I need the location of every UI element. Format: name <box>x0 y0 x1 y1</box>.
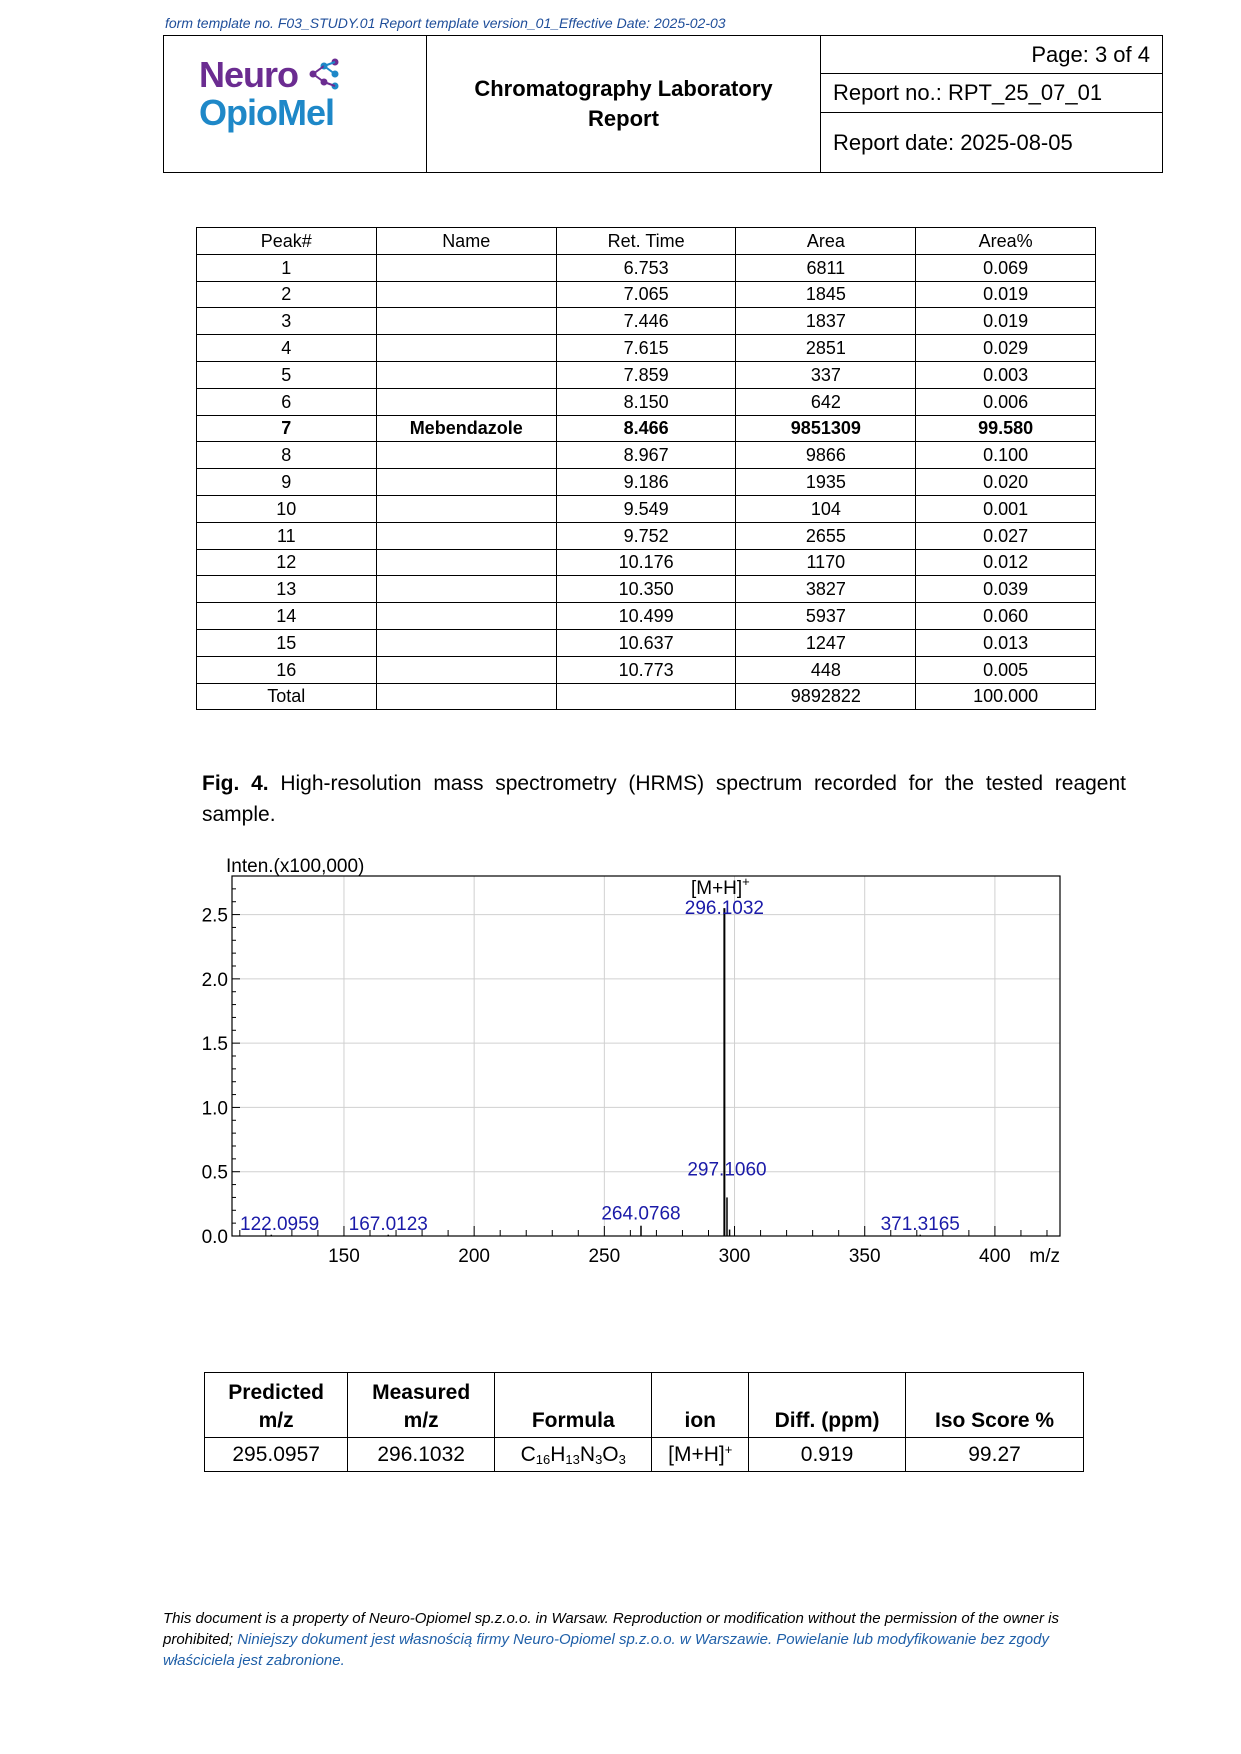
table-cell: 0.020 <box>916 469 1096 496</box>
hrms-header-cell <box>348 1373 495 1438</box>
table-row <box>197 281 1096 308</box>
report-title <box>427 36 821 172</box>
table-cell: 9.186 <box>556 469 736 496</box>
table-cell: 0.003 <box>916 361 1096 388</box>
table-cell: 9.549 <box>556 495 736 522</box>
report-title-line1: Chromatography Laboratory <box>474 76 773 101</box>
predicted-mz-value: 295.0957 <box>205 1438 348 1472</box>
table-cell: Total <box>197 683 377 710</box>
table-cell: 10.499 <box>556 603 736 630</box>
table-cell: 1 <box>197 254 377 281</box>
diff-ppm-value: 0.919 <box>749 1438 906 1472</box>
table-cell <box>376 388 556 415</box>
peak-label: 264.0768 <box>601 1203 681 1225</box>
table-cell <box>376 361 556 388</box>
table-cell <box>376 683 556 710</box>
table-cell: 0.100 <box>916 442 1096 469</box>
table-cell: 6811 <box>736 254 916 281</box>
table-cell: 0.019 <box>916 308 1096 335</box>
ion-text: [M+H] <box>668 1443 725 1466</box>
table-row <box>197 308 1096 335</box>
hrms-spectrum-chart <box>180 850 1080 1310</box>
y-axis-label: Inten.(x100,000) <box>226 856 365 877</box>
table-cell: 6 <box>197 388 377 415</box>
table-cell <box>376 495 556 522</box>
y-tick-label: 2.0 <box>201 969 228 991</box>
ion-annotation-text: [M+H] <box>690 878 743 900</box>
table-cell: 11 <box>197 522 377 549</box>
formula-subscript: 3 <box>618 1451 626 1467</box>
plot-frame <box>232 876 1060 1236</box>
table-cell: 7.615 <box>556 335 736 362</box>
iso-score-value: 99.27 <box>906 1438 1084 1472</box>
table-cell: 4 <box>197 335 377 362</box>
y-tick-label: 0.5 <box>201 1162 228 1184</box>
footer-disclaimer <box>163 1608 1093 1671</box>
report-number: Report no.: RPT_25_07_01 <box>821 74 1162 113</box>
peak-table-header-cell: Ret. Time <box>556 228 736 255</box>
table-row <box>197 629 1096 656</box>
table-cell <box>376 281 556 308</box>
peak-label: 297.1060 <box>687 1159 767 1181</box>
x-tick-label: 150 <box>328 1246 360 1267</box>
table-cell: 1837 <box>736 308 916 335</box>
table-cell: 337 <box>736 361 916 388</box>
table-cell: 13 <box>197 576 377 603</box>
table-cell: 8.967 <box>556 442 736 469</box>
table-cell: 0.013 <box>916 629 1096 656</box>
formula-element: N <box>579 1442 596 1466</box>
formula-subscript: 13 <box>565 1451 580 1467</box>
peak-label: 371.3165 <box>880 1214 960 1235</box>
table-cell <box>376 254 556 281</box>
table-row <box>197 549 1096 576</box>
table-cell <box>376 335 556 362</box>
logo-text-opiomel: OpioMel <box>199 92 334 133</box>
table-cell: 12 <box>197 549 377 576</box>
logo-text-neuro: Neuro <box>199 54 299 95</box>
table-row <box>197 495 1096 522</box>
x-tick-label: 350 <box>848 1246 881 1267</box>
formula-subscript: 3 <box>595 1451 603 1467</box>
ion-annotation <box>691 874 750 899</box>
peak-table-header-cell: Area% <box>916 228 1096 255</box>
figure-caption <box>202 768 1126 830</box>
y-tick-label: 2.5 <box>201 905 228 927</box>
table-row <box>197 361 1096 388</box>
footer-english: This document is a property of Neuro-Opiomel sp.z.o.o. in Warsaw. Reproduction or modification without the permission of the owner is prohibited; <box>163 1610 1059 1648</box>
table-row <box>197 603 1096 630</box>
table-cell <box>376 522 556 549</box>
y-tick-label: 1.0 <box>201 1098 228 1120</box>
table-cell: 9 <box>197 469 377 496</box>
x-tick-label: 300 <box>718 1246 751 1267</box>
ion-value <box>652 1438 749 1472</box>
formula-value <box>495 1438 652 1472</box>
molecule-icon <box>307 57 341 91</box>
table-cell: 9851309 <box>736 415 916 442</box>
report-header <box>163 35 1163 173</box>
peak-label: 122.0959 <box>240 1214 320 1235</box>
table-cell: 3 <box>197 308 377 335</box>
hrms-header-line2: ion <box>684 1409 716 1432</box>
hrms-header-cell <box>205 1373 348 1438</box>
table-cell: 9866 <box>736 442 916 469</box>
hrms-header-cell <box>652 1373 749 1438</box>
table-cell: 2 <box>197 281 377 308</box>
table-cell <box>376 549 556 576</box>
table-cell: 0.069 <box>916 254 1096 281</box>
formula-element: C <box>520 1442 536 1466</box>
table-cell: 7.446 <box>556 308 736 335</box>
peak-table <box>196 227 1096 710</box>
measured-mz-value: 296.1032 <box>348 1438 495 1472</box>
peak-table-header-cell: Peak# <box>197 228 377 255</box>
table-cell: 10.350 <box>556 576 736 603</box>
table-cell: 16 <box>197 656 377 683</box>
table-cell: 0.006 <box>916 388 1096 415</box>
hrms-header-cell <box>749 1373 906 1438</box>
table-cell: 2655 <box>736 522 916 549</box>
table-cell: 1247 <box>736 629 916 656</box>
table-cell: 6.753 <box>556 254 736 281</box>
table-cell <box>556 683 736 710</box>
figure-caption-text: High-resolution mass spectrometry (HRMS) spectrum recorded for the tested reagent sample. <box>202 772 1126 826</box>
table-row <box>197 335 1096 362</box>
table-row <box>197 254 1096 281</box>
table-cell: 5937 <box>736 603 916 630</box>
footer-polish: Niniejszy dokument jest własnością firmy Neuro-Opiomel sp.z.o.o. w Warszawie. Powielanie lub modyfikowanie bez zgody właściciela jest zabronione. <box>163 1631 1049 1669</box>
table-cell <box>376 656 556 683</box>
formula-element: H <box>550 1442 566 1466</box>
table-cell: 15 <box>197 629 377 656</box>
table-cell: 10 <box>197 495 377 522</box>
hrms-header-line1: Predicted <box>228 1381 324 1404</box>
table-cell: 9.752 <box>556 522 736 549</box>
table-cell: 0.039 <box>916 576 1096 603</box>
table-cell: 8.150 <box>556 388 736 415</box>
table-cell: 99.580 <box>916 415 1096 442</box>
y-tick-label: 1.5 <box>201 1034 228 1056</box>
table-cell: 5 <box>197 361 377 388</box>
logo-cell <box>164 36 427 172</box>
table-row <box>197 683 1096 710</box>
table-cell: 1845 <box>736 281 916 308</box>
y-tick-label: 0.0 <box>201 1227 228 1248</box>
table-row <box>197 522 1096 549</box>
company-logo <box>199 56 341 132</box>
figure-label: Fig. 4. <box>202 772 269 795</box>
table-row <box>197 469 1096 496</box>
table-cell <box>376 442 556 469</box>
table-cell: 10.773 <box>556 656 736 683</box>
peak-table-header-row <box>197 228 1096 255</box>
table-cell: 8 <box>197 442 377 469</box>
hrms-header-line2: m/z <box>403 1409 439 1432</box>
table-cell: 0.005 <box>916 656 1096 683</box>
table-cell: 1935 <box>736 469 916 496</box>
ion-annotation-charge: + <box>742 874 750 890</box>
hrms-results-table <box>204 1372 1084 1472</box>
table-cell: 104 <box>736 495 916 522</box>
x-axis-label: m/z <box>1029 1246 1060 1267</box>
table-cell: 100.000 <box>916 683 1096 710</box>
report-title-line2: Report <box>588 106 659 131</box>
table-cell: 3827 <box>736 576 916 603</box>
hrms-header-line2: Iso Score % <box>935 1409 1055 1432</box>
table-row <box>197 656 1096 683</box>
table-cell <box>376 629 556 656</box>
table-cell: 8.466 <box>556 415 736 442</box>
table-cell: 0.060 <box>916 603 1096 630</box>
formula-subscript: 16 <box>535 1451 551 1467</box>
table-cell: 0.012 <box>916 549 1096 576</box>
ion-charge: + <box>724 1442 733 1457</box>
table-cell <box>376 576 556 603</box>
table-row <box>197 442 1096 469</box>
form-template-line: form template no. F03_STUDY.01 Report template version_01_Effective Date: 2025-02-03 <box>165 15 726 31</box>
table-cell: 2851 <box>736 335 916 362</box>
table-cell: Mebendazole <box>376 415 556 442</box>
table-cell <box>376 469 556 496</box>
table-cell: 10.176 <box>556 549 736 576</box>
table-cell: 10.637 <box>556 629 736 656</box>
hrms-header-cell <box>495 1373 652 1438</box>
peak-table-header-cell: Name <box>376 228 556 255</box>
peak-label: 296.1032 <box>684 898 765 920</box>
table-cell: 7 <box>197 415 377 442</box>
x-tick-label: 200 <box>458 1246 491 1267</box>
table-cell: 1170 <box>736 549 916 576</box>
x-tick-label: 250 <box>588 1246 621 1267</box>
table-cell: 14 <box>197 603 377 630</box>
table-cell: 9892822 <box>736 683 916 710</box>
table-cell <box>376 603 556 630</box>
hrms-header-line1: Measured <box>372 1381 471 1404</box>
table-row <box>197 388 1096 415</box>
table-row <box>197 415 1096 442</box>
table-cell: 0.019 <box>916 281 1096 308</box>
table-cell: 7.859 <box>556 361 736 388</box>
hrms-header-line2: m/z <box>258 1409 294 1432</box>
x-tick-label: 400 <box>979 1246 1011 1267</box>
hrms-header-cell <box>906 1373 1084 1438</box>
table-cell: 448 <box>736 656 916 683</box>
table-cell: 7.065 <box>556 281 736 308</box>
table-row <box>197 576 1096 603</box>
table-cell <box>376 308 556 335</box>
table-cell: 0.027 <box>916 522 1096 549</box>
hrms-header-line2: Diff. (ppm) <box>774 1409 880 1432</box>
table-cell: 642 <box>736 388 916 415</box>
report-meta <box>821 36 1162 172</box>
page-number: Page: 3 of 4 <box>821 36 1162 74</box>
peak-table-header-cell: Area <box>736 228 916 255</box>
peak-label: 167.0123 <box>348 1214 428 1235</box>
formula-element: O <box>602 1442 619 1466</box>
hrms-header-line2: Formula <box>531 1409 615 1432</box>
table-cell: 0.029 <box>916 335 1096 362</box>
report-date: Report date: 2025-08-05 <box>833 129 1073 155</box>
table-cell: 0.001 <box>916 495 1096 522</box>
